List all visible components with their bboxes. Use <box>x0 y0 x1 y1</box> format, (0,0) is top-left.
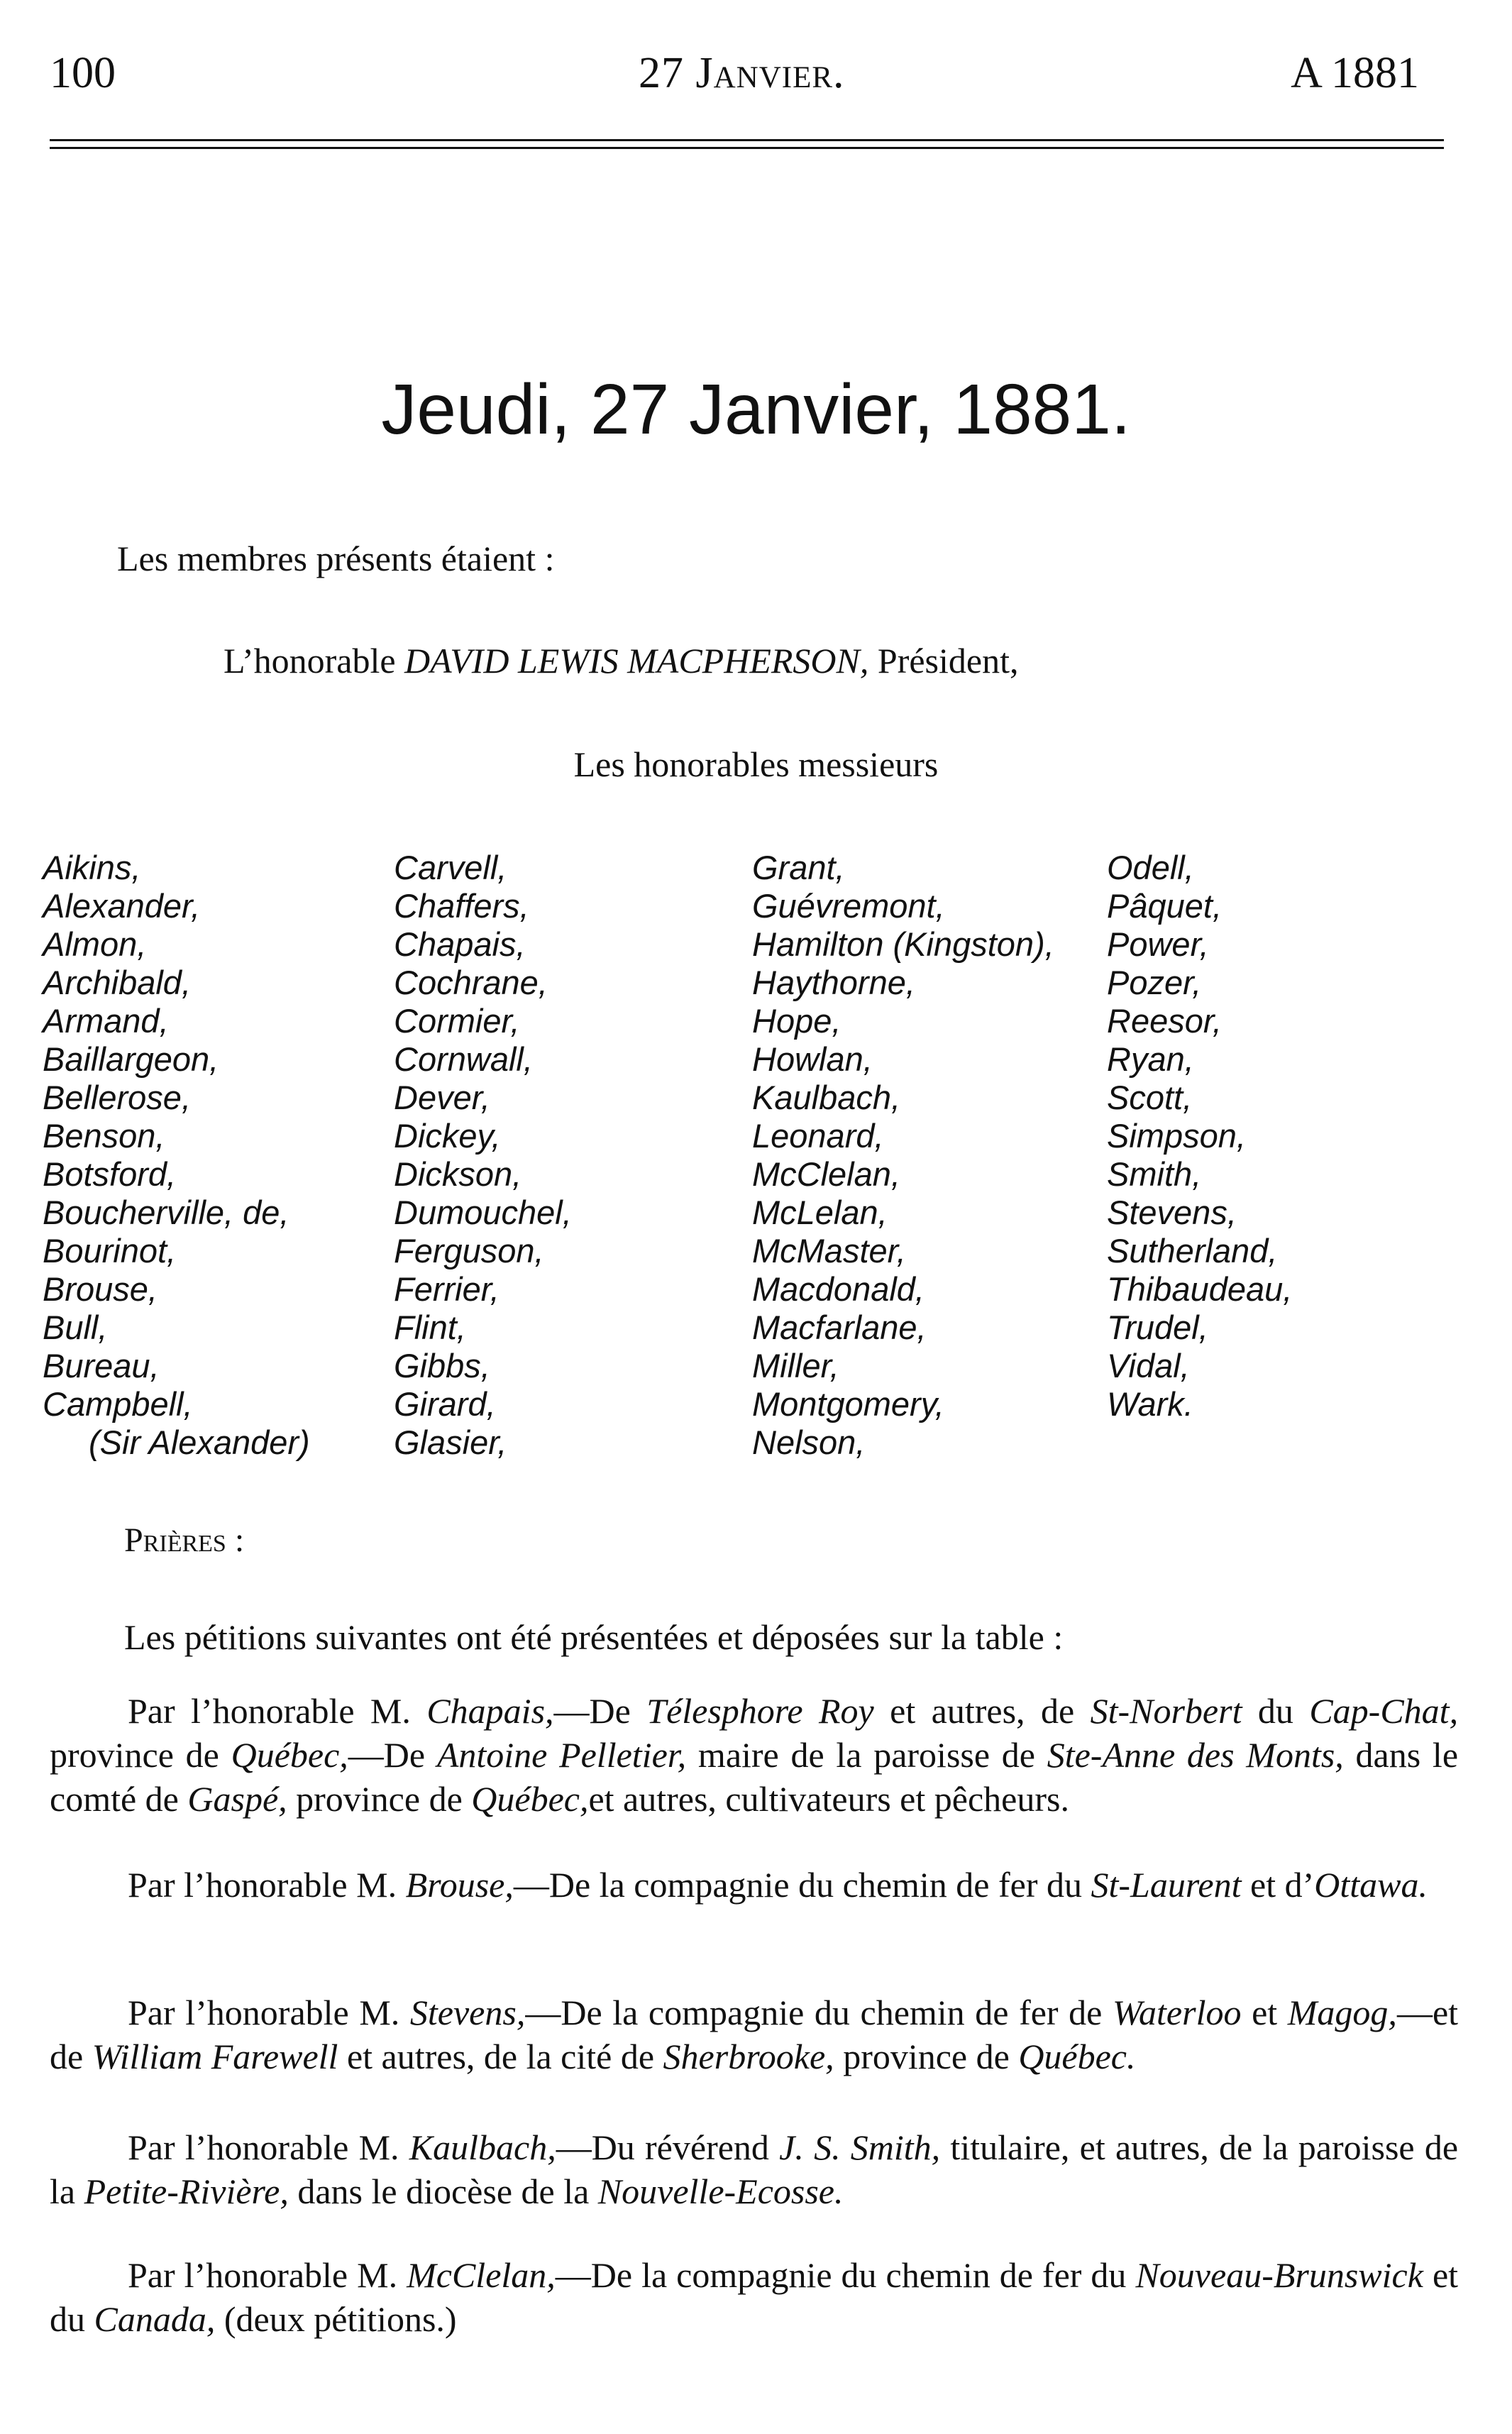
petition-text: dans le comté de <box>50 1735 1459 1819</box>
petition-text: —Du révérend <box>556 2127 769 2167</box>
petition-by-prefix: Par l’honorable M. <box>128 1691 411 1731</box>
petition-place: St-Norbert <box>1090 1691 1242 1731</box>
petition-senator: Kaulbach, <box>409 2127 556 2167</box>
petition-place: Sherbrooke, <box>663 2037 834 2076</box>
member-name: Cochrane, <box>394 964 548 1001</box>
member-name: Cornwall, <box>394 1040 533 1078</box>
member-name: (Sir Alexander) <box>89 1423 310 1461</box>
member-name: McClelan, <box>752 1155 900 1193</box>
petition-place: Cap-Chat, <box>1309 1691 1459 1731</box>
president-line <box>224 639 1018 683</box>
president-title: Président, <box>877 641 1019 681</box>
member-name: Dumouchel, <box>394 1194 572 1231</box>
petition-by-prefix: Par l’honorable M. <box>128 2255 398 2295</box>
petition-senator: Stevens, <box>409 1993 526 2032</box>
petition-name: Télesphore Roy <box>646 1691 874 1731</box>
member-name: Odell, <box>1107 849 1194 886</box>
petition-place: Nouvelle-Ecosse. <box>597 2171 844 2211</box>
member-name: Power, <box>1107 925 1209 963</box>
petition-text: dans le diocèse de la <box>297 2171 590 2211</box>
member-name: Pâquet, <box>1107 887 1223 925</box>
petition-place: Canada, <box>94 2299 216 2339</box>
petition-name: J. S. Smith, <box>779 2127 941 2167</box>
running-head-date: 27 Janvier. <box>639 49 845 97</box>
member-name: Sutherland, <box>1107 1232 1278 1270</box>
member-name: Hope, <box>752 1002 841 1040</box>
members-column-3 <box>752 849 1054 1462</box>
header-rule-top <box>50 139 1444 141</box>
member-name: Ferrier, <box>394 1270 500 1308</box>
petition-place: Québec, <box>231 1735 348 1775</box>
petition-by-prefix: Par l’honorable M. <box>128 1865 397 1905</box>
member-name: Chaffers, <box>394 887 529 925</box>
member-name: Almon, <box>43 925 147 963</box>
member-name: Nelson, <box>752 1423 866 1461</box>
president-name: DAVID LEWIS MACPHERSON, <box>404 641 869 681</box>
member-name: Grant, <box>752 849 845 886</box>
member-name: Campbell, <box>43 1385 193 1423</box>
petition-text: province de <box>296 1779 463 1819</box>
member-name: Botsford, <box>43 1155 177 1193</box>
member-name: Simpson, <box>1107 1117 1246 1155</box>
member-name: Haythorne, <box>752 964 915 1001</box>
petition-text: —De <box>553 1691 631 1731</box>
petition-place: Québec. <box>1018 2037 1136 2076</box>
petition-by-prefix: Par l’honorable M. <box>128 2127 399 2167</box>
header-rule <box>50 139 1444 155</box>
member-name: Aikins, <box>43 849 141 886</box>
petition-paragraph <box>50 1689 1458 1821</box>
member-name: Glasier, <box>394 1423 507 1461</box>
member-name: Bull, <box>43 1309 108 1346</box>
member-name: Cormier, <box>394 1002 520 1040</box>
petition-place: Nouveau-Brunswick <box>1135 2255 1423 2295</box>
member-name: Bureau, <box>43 1347 160 1384</box>
petition-place: Ottawa. <box>1314 1865 1428 1905</box>
member-name: Benson, <box>43 1117 165 1155</box>
petition-place: Gaspé, <box>187 1779 287 1819</box>
petition-text: province de <box>843 2037 1010 2076</box>
petition-senator: McClelan, <box>407 2255 556 2295</box>
members-column-1 <box>43 849 310 1462</box>
petition-text: —De la compagnie du chemin de fer du <box>555 2255 1127 2295</box>
petition-text: titulaire, et autres, de la paroisse de la <box>50 2127 1459 2211</box>
member-name: Bellerose, <box>43 1079 191 1116</box>
petition-paragraph <box>50 1990 1458 2078</box>
member-name: Thibaudeau, <box>1107 1270 1293 1308</box>
petition-text: maire de la paroisse de <box>697 1735 1035 1775</box>
petition-place: Waterloo <box>1112 1993 1242 2032</box>
member-name: Girard, <box>394 1385 496 1423</box>
member-name: Macfarlane, <box>752 1309 927 1346</box>
petition-text: et autres, de <box>890 1691 1075 1731</box>
member-name: Miller, <box>752 1347 839 1384</box>
member-name: Chapais, <box>394 925 526 963</box>
petition-text: —et de <box>50 1993 1459 2076</box>
petition-name: William Farewell <box>92 2037 338 2076</box>
prieres-heading: Prières : <box>124 1521 245 1559</box>
member-name: Smith, <box>1107 1155 1202 1193</box>
member-name: Alexander, <box>43 887 201 925</box>
page-number: 100 <box>50 49 116 97</box>
petition-text: —De la compagnie du chemin de fer de <box>525 1993 1103 2032</box>
member-name: Kaulbach, <box>752 1079 901 1116</box>
petition-text: (deux pétitions.) <box>224 2299 457 2339</box>
member-name: Dever, <box>394 1079 490 1116</box>
petition-by-prefix: Par l’honorable M. <box>128 1993 400 2032</box>
petition-text: et d’ <box>1250 1865 1315 1905</box>
member-name: Scott, <box>1107 1079 1193 1116</box>
petition-text: et autres, cultivateurs et pêcheurs. <box>588 1779 1069 1819</box>
member-name: Ferguson, <box>394 1232 544 1270</box>
member-name: Vidal, <box>1107 1347 1190 1384</box>
petition-text: du <box>1257 1691 1293 1731</box>
present-intro: Les membres présents étaient : <box>117 539 555 578</box>
members-column-2 <box>394 849 572 1462</box>
petition-place: Petite-Rivière, <box>84 2171 289 2211</box>
running-head-year: A 1881 <box>1291 49 1419 97</box>
petition-place: Ste-Anne des Monts, <box>1047 1735 1344 1775</box>
member-name: Dickson, <box>394 1155 522 1193</box>
petitions-intro: Les pétitions suivantes ont été présentées et déposées sur la table : <box>124 1617 1064 1657</box>
messieurs-label: Les honorables messieurs <box>573 744 939 784</box>
petition-place: Magog, <box>1287 1993 1397 2032</box>
member-name: Boucherville, de, <box>43 1194 289 1231</box>
page-title: Jeudi, 27 Janvier, 1881. <box>381 370 1131 449</box>
running-head <box>43 43 1447 106</box>
petition-place: St-Laurent <box>1091 1865 1242 1905</box>
member-name: Stevens, <box>1107 1194 1237 1231</box>
member-name: Brouse, <box>43 1270 158 1308</box>
member-name: Dickey, <box>394 1117 501 1155</box>
member-name: McLelan, <box>752 1194 888 1231</box>
members-column-4 <box>1107 849 1292 1423</box>
member-name: Bourinot, <box>43 1232 177 1270</box>
member-name: McMaster, <box>752 1232 906 1270</box>
petition-paragraph <box>50 2253 1458 2341</box>
member-name: Ryan, <box>1107 1040 1194 1078</box>
petition-text: et autres, de la cité de <box>346 2037 655 2076</box>
member-name: Baillargeon, <box>43 1040 219 1078</box>
petition-paragraph <box>50 2125 1458 2213</box>
petition-text: province de <box>50 1735 219 1775</box>
petition-senator: Chapais, <box>426 1691 554 1731</box>
member-name: Wark. <box>1107 1385 1193 1423</box>
member-name: Howlan, <box>752 1040 873 1078</box>
member-name: Archibald, <box>43 964 191 1001</box>
member-name: Gibbs, <box>394 1347 490 1384</box>
member-name: Macdonald, <box>752 1270 925 1308</box>
member-name: Reesor, <box>1107 1002 1222 1040</box>
president-prefix: L’honorable <box>224 641 396 681</box>
member-name: Trudel, <box>1107 1309 1208 1346</box>
member-name: Armand, <box>43 1002 169 1040</box>
member-name: Pozer, <box>1107 964 1202 1001</box>
member-name: Leonard, <box>752 1117 884 1155</box>
petition-name: Antoine Pelletier, <box>436 1735 687 1775</box>
petition-text: —De la compagnie du chemin de fer du <box>513 1865 1082 1905</box>
petition-text: et du <box>50 2255 1459 2339</box>
petition-text: et <box>1252 1993 1278 2032</box>
member-name: Flint, <box>394 1309 466 1346</box>
petition-place: Québec, <box>471 1779 589 1819</box>
member-name: Montgomery, <box>752 1385 944 1423</box>
header-rule-bottom <box>50 147 1444 149</box>
petition-text: —De <box>348 1735 426 1775</box>
member-name: Carvell, <box>394 849 507 886</box>
petition-senator: Brouse, <box>405 1865 514 1905</box>
member-name: Guévremont, <box>752 887 945 925</box>
petition-paragraph <box>50 1863 1458 1907</box>
member-name: Hamilton (Kingston), <box>752 925 1054 963</box>
